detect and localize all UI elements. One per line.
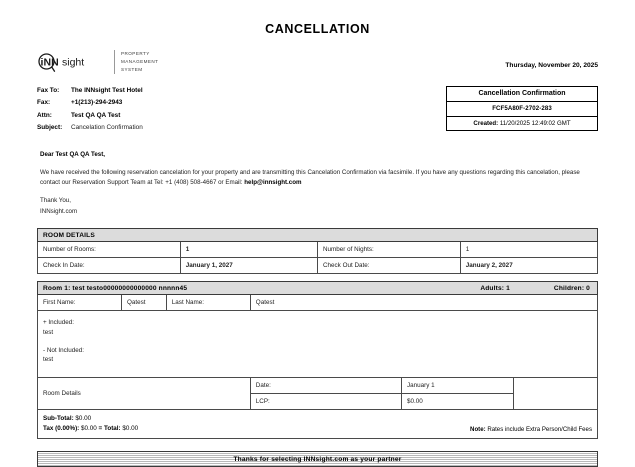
first-name-value: Qatest — [122, 295, 167, 311]
lcp-label: LCP: — [250, 394, 401, 410]
fax-subject-row — [37, 122, 143, 134]
inclusions-cell — [38, 311, 598, 378]
rate-date-value: January 1 — [401, 378, 513, 394]
signoff-thanks: Thank You, — [40, 197, 71, 205]
confirmation-created — [447, 117, 597, 131]
fax-to-value: The INNsight Test Hotel — [71, 87, 143, 95]
totals-left — [43, 414, 138, 435]
letter-signoff — [40, 196, 598, 218]
fax-number-row — [37, 97, 143, 109]
svg-text:i: i — [40, 56, 44, 69]
included-value: test — [43, 328, 54, 336]
document-header — [0, 36, 635, 74]
check-out-date-label: Check Out Date: — [317, 258, 460, 274]
letter-paragraph-text: We have received the following reservation cancelation for your property and are transmitting this Cancelation Confirmation via facsimile. If you have any questions regarding this cancelation, please contact our Reservation Support Team at Tel: +1 (408) 508-4667 or Email: — [40, 169, 580, 187]
fax-number-value: +1(213)-294-2943 — [71, 99, 123, 107]
not-included-group — [43, 346, 592, 366]
subtotal-row — [43, 414, 138, 424]
number-of-rooms-label: Number of Rooms: — [38, 242, 181, 258]
first-name-label: First Name: — [38, 295, 122, 311]
total-value: $0.00 — [122, 424, 139, 432]
confirmation-code: FCF5A80F-2702-283 — [447, 102, 597, 117]
room-details-title-row — [38, 229, 598, 242]
room-details-section — [0, 228, 635, 274]
lcp-value: $0.00 — [401, 394, 513, 410]
innsight-logo — [37, 50, 158, 74]
check-in-date-value: January 1, 2027 — [180, 258, 317, 274]
included-label: + Included: — [43, 319, 74, 327]
fax-attn-value: Test QA QA Test — [71, 111, 121, 119]
fax-to-row — [37, 85, 143, 97]
fax-subject-label: Subject: — [37, 123, 63, 131]
subtotal-value: $0.00 — [75, 414, 92, 422]
totals-note — [470, 426, 592, 434]
support-email: help@innsight.com — [244, 179, 302, 187]
check-out-date-value: January 2, 2027 — [460, 258, 597, 274]
tax-total-row — [43, 424, 138, 434]
confirmation-created-value: 11/20/2025 12:49:02 GMT — [499, 120, 571, 128]
logo-tagline-line2: MANAGEMENT — [121, 59, 159, 65]
room-section — [0, 281, 635, 439]
number-of-nights-value: 1 — [460, 242, 597, 258]
footer-banner: Thanks for selecting INNsight.com as your partner — [37, 451, 598, 467]
document-date: Thursday, November 20, 2025 — [505, 62, 598, 69]
room-table — [37, 281, 598, 410]
room-details-title: ROOM DETAILS — [38, 229, 598, 242]
rate-date-label: Date: — [250, 378, 401, 394]
fax-attn-label: Attn: — [37, 111, 52, 119]
room-header-row — [38, 282, 598, 295]
room-details-rate-label: Room Details — [38, 378, 251, 410]
confirmation-box — [446, 86, 598, 131]
signoff-company: INNsight.com — [40, 208, 78, 216]
room-details-table — [37, 228, 598, 274]
room-header-title: Room 1: test testo00000000000000 nnnnn45 — [43, 284, 188, 292]
inclusions-row — [38, 311, 598, 378]
confirmation-created-label: Created: — [473, 120, 499, 128]
svg-text:sight: sight — [62, 56, 85, 69]
svg-text:NN: NN — [43, 56, 59, 69]
note-label: Note: — [470, 426, 486, 434]
last-name-label: Last Name: — [166, 295, 250, 311]
table-row — [38, 242, 598, 258]
letter-salutation: Dear Test QA QA Test, — [40, 151, 105, 159]
number-of-nights-label: Number of Nights: — [317, 242, 460, 258]
table-row — [38, 258, 598, 274]
fax-attn-row — [37, 110, 143, 122]
tax-value: $0.00 — [81, 424, 97, 432]
table-row — [38, 295, 598, 311]
room-header-cell — [38, 282, 598, 295]
fax-subject-value: Cancelation Confirmation — [71, 123, 143, 131]
room-adults-count: Adults: 1 — [480, 284, 510, 292]
total-separator: = — [98, 424, 103, 432]
logo-tagline — [114, 50, 158, 74]
total-label: Total: — [103, 424, 121, 432]
table-row — [38, 378, 598, 394]
number-of-rooms-value: 1 — [180, 242, 317, 258]
logo-tagline-line3: SYSTEM — [121, 67, 143, 73]
fax-number-label: Fax: — [37, 99, 51, 107]
page-title: CANCELLATION — [265, 22, 370, 36]
subtotal-label: Sub-Total: — [43, 414, 74, 422]
not-included-label: - Not Included: — [43, 346, 84, 354]
letter-body — [0, 134, 635, 218]
included-group — [43, 318, 592, 338]
totals-bar — [37, 410, 598, 439]
tax-label: Tax (0.00%): — [43, 424, 80, 432]
rate-empty-cell — [513, 378, 597, 410]
room-children-count: Children: 0 — [553, 284, 590, 292]
confirmation-heading: Cancellation Confirmation — [447, 87, 597, 102]
not-included-value: test — [43, 356, 54, 364]
last-name-value: Qatest — [250, 295, 597, 311]
fax-to-label: Fax To: — [37, 87, 60, 95]
check-in-date-label: Check In Date: — [38, 258, 181, 274]
fax-and-confirmation — [0, 74, 635, 134]
innsight-wordmark-icon — [37, 52, 109, 73]
logo-tagline-line1: PROPERTY — [121, 51, 150, 56]
fax-info-block — [37, 85, 143, 134]
note-value: Rates include Extra Person/Child Fees — [487, 426, 592, 434]
letter-paragraph — [40, 168, 598, 188]
